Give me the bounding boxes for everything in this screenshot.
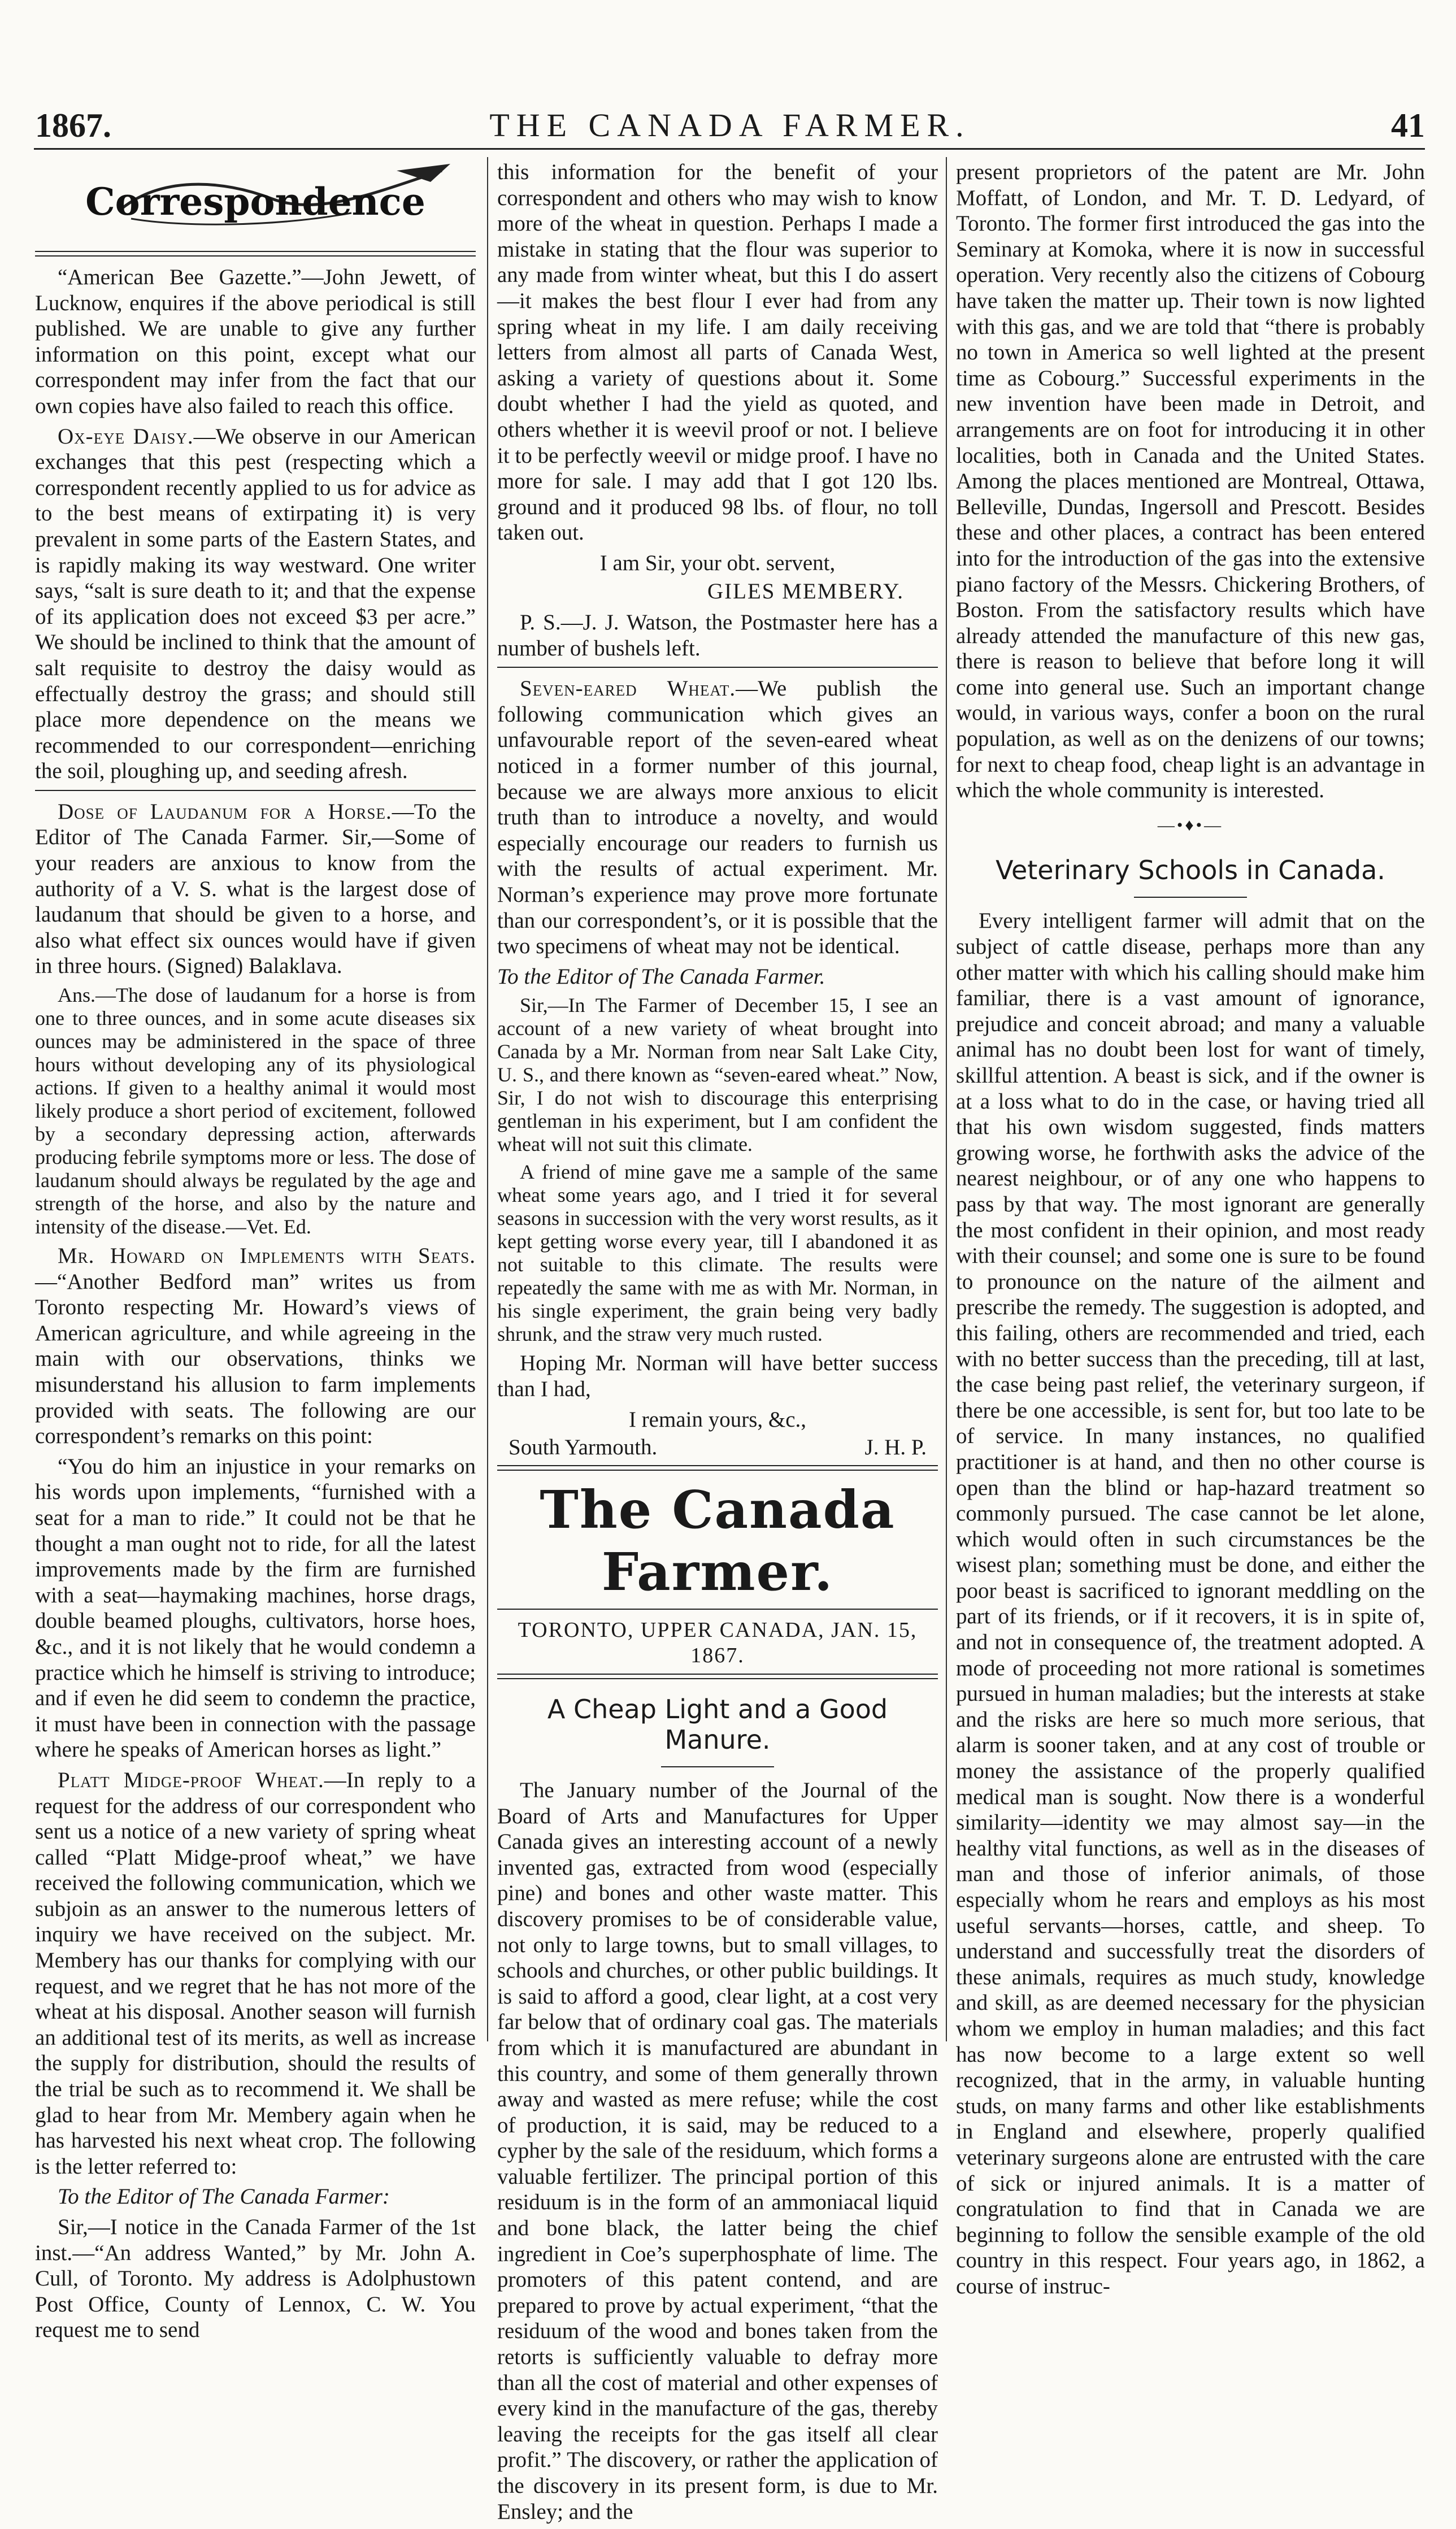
header-rule [34,148,1425,150]
masthead: The Canada Farmer. [540,1479,896,1602]
salutation: To the Editor of The Canada Farmer. [497,964,825,989]
header-page-number: 41 [1391,107,1425,144]
dateline: TORONTO, UPPER CANADA, JAN. 15, 1867. [518,1618,918,1668]
section-rule [497,1465,938,1471]
paragraph [35,1767,476,2180]
letter-closing: I am Sir, your obt. servent, [599,550,836,575]
paragraph-lead: Seven-eared Wheat. [520,676,736,701]
paragraph: The January number of the Journal of the Board of Arts and Manufactures for Upper Canada gives an interesting account of a newly invented gas, extracted from wood (especially pine) and bones and other waste matter. This discovery promises to be of considerable value, not only to large towns, but to small villages, to schools and churches, or other public buildings. It is said to afford a good, clear light, at a cost very far below that of ordinary coal gas. The materials from which it is manufactured are abundant in this country, and some of them generally thrown away and wasted as mere refuse; while the cost of production, it is said, may be reduced to a cypher by the sale of the residuum, which forms a valuable fertilizer. The principal portion of this residuum is in the form of an ammoniacal liquid and bone black, the latter being the chief ingredient in Coe’s superphosphate of lime. The promoters of this patent contend, and are prepared to prove by actual experiment, “that the residuum of the wood and bones taken from the retorts is sufficiently valuable to defray more than all the cost of material and other expenses of every kind in the manufacture of the gas, thereby leaving the receipts for the gas itself all clear profit.” The discovery, or rather the application of the discovery in its present form, is due to Mr. Ensley; and the [497,1778,938,2524]
masthead-rule [497,1609,938,1610]
section-rule [497,1674,938,1679]
paragraph [497,964,938,990]
section-rule [35,251,476,257]
paragraph-body: —We publish the following communication which gives an unfavourable report of the seven-eared wheat noticed in a former number of this journal, because we are always more anxious to elicit truth than to introduce a novelty, and would especially encourage our readers to furnish us with the results of actual experiment. Mr. Norman’s experience may prove more fortunate than our correspondent’s, or it is possible that the two specimens of wheat may not be identical. [497,676,938,959]
column-left [35,159,476,2348]
header-year: 1867. [35,107,111,144]
paragraph: A friend of mine gave me a sample of the same wheat some years ago, and I tried it for several seasons in succession with the very worst results, as it kept getting worse every year, till I abandoned it as not suitable to this climate. The results were repeatedly the same with me as with Mr. Norman, in his single experiment, the grain being very badly shrunk, and the straw very much rusted. [497,1161,938,1346]
article-title: A Cheap Light and a Good Manure. [547,1693,888,1755]
letter-initials: J. H. P. [864,1435,927,1460]
item-rule [497,667,938,668]
paragraph-lead: Ox-eye Daisy. [58,424,194,449]
paragraph [35,799,476,979]
paragraph: this information for the benefit of your correspondent and others who may wish to know more of the wheat in question. Perhaps I made a mistake in stating that the flour was superior to any made from winter wheat, but this I do assert—it makes the best flour I ever had from any spring wheat in my life. I am daily receiving letters from almost all parts of Canada West, asking a variety of questions about it. Some doubt whether I had the yield as quoted, and others whether it is weevil proof or not. I believe it to be perfectly weevil or midge proof. I have no more for sale. I may add that I got 120 lbs. ground and it produced 98 lbs. of flour, no toll taken out. [497,160,938,545]
article-title: Veterinary Schools in Canada. [996,855,1385,886]
letter-closing: I remain yours, &c., [628,1407,807,1432]
paragraph: present proprietors of the patent are Mr. John Moffatt, of London, and Mr. T. D. Ledyard, of Toronto. The former first introduced the gas into the Seminary at Komoka, where it is now in successful operation. Very recently also the citizens of Cobourg have taken the matter up. Their town is now lighted with this gas, and we are told that “there is probably no town in America so well lighted at the present time as Cobourg.” Successful experiments in the new invention have been made in Detroit, and arrangements are on foot for introducing it in other localities, both in Canada and the United States. Among the places mentioned are Montreal, Ottawa, Belleville, Dundas, Ingersoll and Prescott. Besides these and other places, a contract has been entered into for the introduction of the gas into the extensive piano factory of the Messrs. Chickering Brothers, of Boston. From the satisfactory results which have already attended the manufacture of this new gas, there is reason to believe that before long it will come into general use. Such an important change would, in various ways, confer a boon on the rural population, as well as on the denizens of our towns; for next to cheap food, cheap light is an advantage in which the whole community is interested. [956,160,1425,803]
salutation: To the Editor of The Canada Farmer: [58,2184,390,2209]
header-title: THE CANADA FARMER. [489,107,971,144]
column-middle [497,159,938,2529]
paragraph: “You do him an injustice in your remarks on his words upon implements, “furnished with a seat for a man to ride.” It could not be that he thought a man ought not to ride, for all the latest improvements made by the firm are furnished with a seat—haymaking machines, horse drags, double beamed ploughs, cultivators, horse hoes, &c., and it is not likely that he would condemn a practice which he himself is striving to introduce; and if even he did seem to condemn the practice, it must have been in connection with the passage where he speaks of American horses as light.” [35,1454,476,1762]
page-header [35,102,1425,153]
ornament-divider: —•♦•— [1157,815,1224,835]
paragraph [35,1243,476,1449]
paragraph: “American Bee Gazette.”—John Jewett, of Lucknow, enquires if the above periodical is still published. We are unable to give any further information on this point, except what our correspondent may infer from the fact that our own copies have also failed to reach this office. [35,265,476,418]
column-divider [487,157,488,2041]
paragraph: Sir,—In The Farmer of December 15, I see an account of a new variety of wheat brought into Canada by a Mr. Norman from near Salt Lake City, U. S., and there known as “seven-eared wheat.” Now, Sir, I do not wish to discourage this enterprising gentleman in his experiment, but I am confident the wheat will not suit this climate. [497,994,938,1156]
paragraph-lead: Dose of Laudanum for a Horse. [58,799,392,824]
postscript: P. S.—J. J. Watson, the Postmaster here has a number of bushels left. [497,610,938,661]
paragraph: Hoping Mr. Norman will have better success than I had, [497,1351,938,1401]
letter-place: South Yarmouth. [508,1435,658,1460]
letter-signoff [497,1435,938,1461]
paragraph: Sir,—I notice in the Canada Farmer of the 1st inst.—“An address Wanted,” by Mr. John A. Cull, of Toronto. My address is Adolphustown Post Office, County of Lennox, C. W. You request me to send [35,2215,476,2343]
title-rule [661,1766,774,1767]
correspondence-title: Correspondence [85,180,425,224]
column-right [956,159,1425,2304]
paragraph-lead: Platt Midge-proof Wheat. [58,1767,324,1792]
title-rule [1134,897,1247,898]
paragraph [35,2184,476,2210]
paragraph: Every intelligent farmer will admit that on the subject of cattle disease, perhaps more than any other matter with which his calling should make him familiar, there is a vast amount of ignorance, prejudice and conceit abroad; and many a valuable animal has no doubt been lost for want of timely, skillful attention. A beast is sick, and if the owner is at a loss what to do in the case, or having tried all that his own wisdom suggested, finds matters growing worse, he forthwith asks the advice of the nearest neighbour, or of any one who happens to pass by that way. The most ignorant are generally the most confident in their opinion, and most ready with their counsel; and some one is sure to be found to pronounce on the nature of the ailment and prescribe the remedy. The suggestion is adopted, and this failing, others are recommended and tried, each with no better success than the preceding, till at last, the case being past relief, the veterinary surgeon, if there be one accessible, is sent for, but too late to be of service. In many instances, no qualified practitioner is at hand, and then no other course is open than the blind or hap-hazard treatment so commonly pursued. The case cannot be let alone, which would often in such circumstances be the wisest plan; something must be done, and either the poor beast is sacrificed to ignorant meddling on the part of its friends, or if it recovers, it is in spite of, and not in consequence of, the treatment adopted. A mode of proceeding not more rational is sometimes pursued in human maladies; but the interests at stake and the risks are here so much more serious, that alarm is sooner taken, and at any cost of trouble or money the assistance of the properly qualified medical man is sought. Now there is a wonderful similarity—identity we may almost say—in the healthy vital functions, as well as in the diseases of man and those of inferior animals, of those especially whom he rears and employs as his most useful servants—horses, cattle, and sheep. To understand and successfully treat the disorders of these animals, requires as much study, knowledge and skill, as are deemed necessary for the physician whom we employ in human maladies; and this fact has now become to a large extent so well recognized, that in the army, in valuable hunting studs, on many farms and other like establishments in England and elsewhere, properly qualified veterinary surgeons alone are entrusted with the care of sick or injured animals. It is a matter of congratulation to find that in Canada we are beginning to follow the sensible example of the old country in this respect. Four years ago, in 1862, a course of instruc- [956,909,1425,2298]
paragraph-body: —“Another Bedford man” writes us from Toronto respecting Mr. Howard’s views of American agriculture, and while agreeing in the main with our observations, thinks we misunderstand his allusion to farm implements provided with seats. The following are our correspondent’s remarks on this point: [35,1269,476,1449]
paragraph: Ans.—The dose of laudanum for a horse is from one to three ounces, and in some acute diseases six ounces may be administered in the space of three hours without developing any of its physiological actions. If given to a healthy animal it would most likely produce a short period of excitement, followed by a secondary depressing action, afterwards producing febrile symptoms more or less. The dose of laudanum should always be regulated by the age and strength of the horse, and also by the nature and intensity of the disease.—Vet. Ed. [35,984,476,1239]
correspondence-banner-icon [35,159,476,244]
item-rule [35,790,476,791]
paragraph [497,676,938,959]
column-divider [946,157,947,2041]
paragraph-body: —In reply to a request for the address of our correspondent who sent us a notice of a new variety of spring wheat called “Platt Midge-proof wheat,” we have received the following communication, which we subjoin as an answer to the numerous letters of inquiry we have received on the subject. Mr. Membery has our thanks for complying with our request, and we regret that he has not more of the wheat at his disposal. Another season will furnish an additional test of its merits, as well as increase the supply for distribution, should the results of the trial be such as to recommend it. We shall be glad to hear from Mr. Membery again when he has harvested his next wheat crop. The following is the letter referred to: [35,1767,476,2179]
paragraph [35,424,476,784]
paragraph-body: —We observe in our American exchanges that this pest (respecting which a correspondent recently applied to us for advice as to the best means of extirpating it) is very prevalent in some parts of the Eastern States, and is rapidly making its way westward. One writer says, “salt is sure death to it; and that the expense of its application does not exceed $3 per acre.” We should be inclined to think that the amount of salt requisite to destroy the daisy would as effectually destroy the grass; and should still place more dependence on the means we recommended to our correspondent—enriching the soil, ploughing up, and seeding afresh. [35,424,476,784]
paragraph-body: —To the Editor of The Canada Farmer. Sir,—Some of your readers are anxious to know from the authority of a V. S. what is the largest dose of laudanum that should be given to a horse, and also what effect six ounces would have if given in three hours. (Signed) Balaklava. [35,799,476,979]
paragraph-lead: Mr. Howard on Implements with Seats. [58,1244,476,1268]
correspondence-heading [35,159,476,244]
letter-signature: GILES MEMBERY. [707,579,904,603]
